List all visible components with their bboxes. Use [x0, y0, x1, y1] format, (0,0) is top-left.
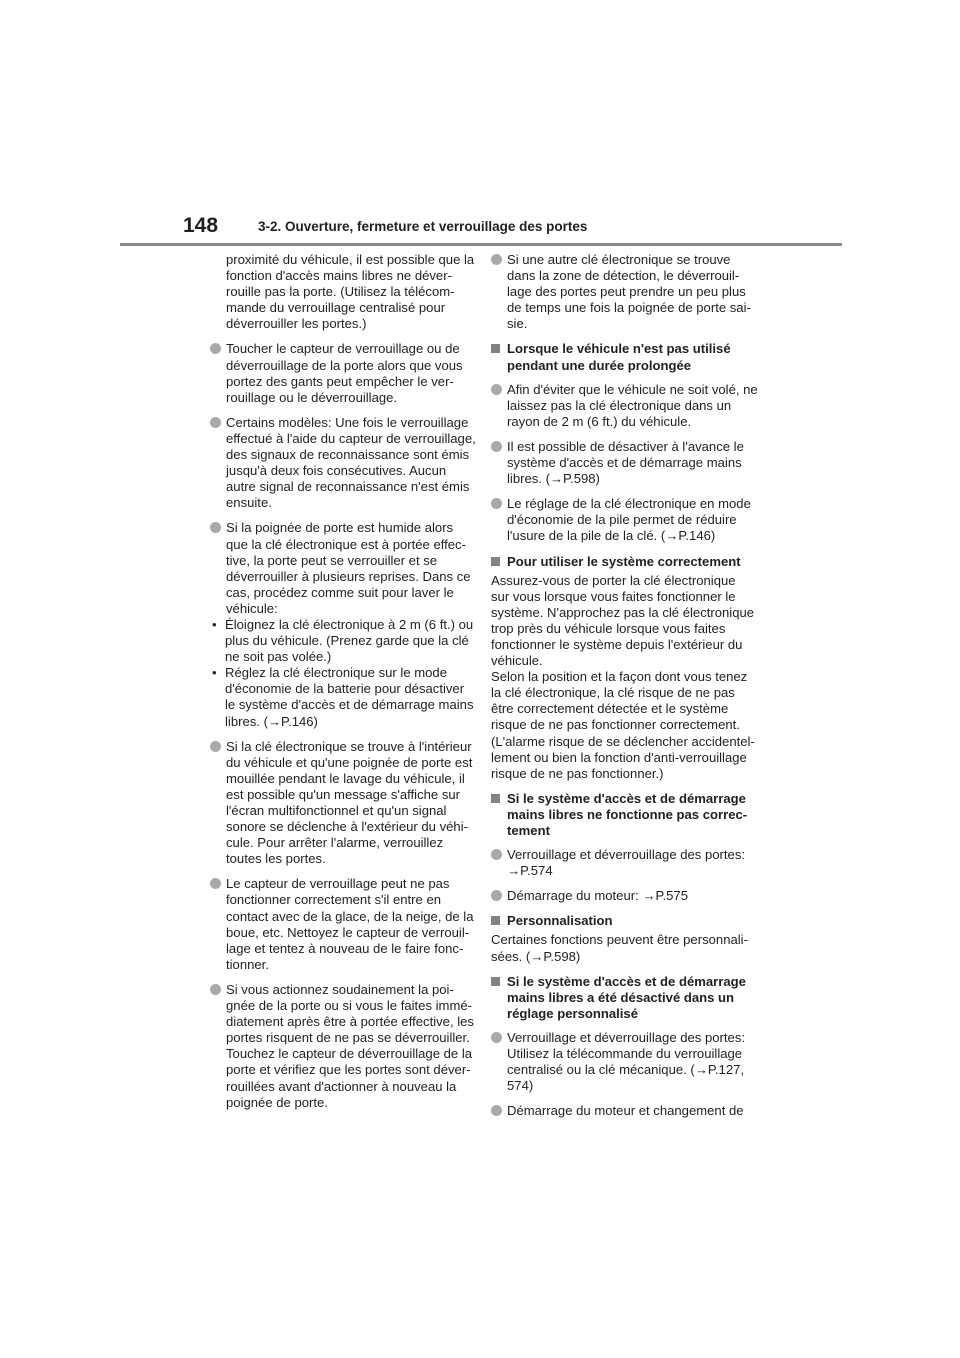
- text-line: mouillée pendant le lavage du véhicule, il: [226, 770, 465, 786]
- bullet-dot-icon: [491, 254, 502, 265]
- left-column: [210, 252, 476, 1120]
- text-line: rayon de 2 m (6 ft.) du véhicule.: [507, 413, 692, 429]
- text-line: fonctionner le système depuis l'extérieur du: [491, 636, 743, 652]
- bullet-dot-icon: [491, 441, 502, 452]
- bullet-item: [491, 1030, 759, 1094]
- text-line: lement ou bien la fonction d'anti-verrouillage: [491, 749, 747, 765]
- text-line: dans la zone de détection, le déverrouil-: [507, 268, 740, 284]
- heading-text: [507, 913, 759, 929]
- text-line: centralisé ou la clé mécanique. (→P.127,: [507, 1062, 745, 1078]
- bullet-item: [210, 982, 472, 1111]
- text-line: d'économie de la pile permet de réduire: [507, 512, 737, 528]
- bullet-item: [491, 1103, 759, 1119]
- text-line: Si une autre clé électronique se trouve: [507, 252, 731, 267]
- bullet-text: [226, 739, 472, 868]
- text-line: Afin d'éviter que le véhicule ne soit volé, ne: [507, 381, 758, 397]
- text-line: Lorsque le véhicule n'est pas utilisé: [507, 341, 731, 357]
- text-line: tive, la porte peut se verrouiller et se: [226, 552, 438, 568]
- section-heading: [491, 554, 759, 570]
- bullet-item: [210, 520, 472, 729]
- text-line: tement: [507, 823, 550, 838]
- sub-item-text: [225, 617, 472, 665]
- bullet-item: [210, 341, 472, 405]
- text-line: Verrouillage et déverrouillage des portes:: [507, 1029, 746, 1045]
- text-line: Assurez-vous de porter la clé électronique: [491, 572, 736, 588]
- text-line: des signaux de reconnaissance sont émis: [226, 447, 470, 463]
- sub-item-text: [225, 665, 472, 729]
- text-line: d'économie de la batterie pour désactiver: [225, 681, 465, 697]
- text-line: être correctement détectée et le système: [491, 701, 729, 717]
- text-line: fonction d'accès mains libres ne déver-: [226, 268, 452, 284]
- section-heading: [491, 791, 759, 839]
- text-line: rouille pas la porte. (Utilisez la télécom-: [226, 284, 455, 300]
- bullet-dot-icon: [210, 878, 221, 889]
- text-line: mains libres ne fonctionne pas correc-: [507, 806, 748, 822]
- bullet-dot-icon: [491, 1105, 502, 1116]
- text-line: ensuite.: [226, 495, 272, 511]
- text-line: Éloignez la clé électronique à 2 m (6 ft.) ou: [225, 616, 474, 632]
- text-line: déverrouillage de la porte alors que vous: [226, 357, 463, 373]
- text-line: tionner.: [226, 956, 269, 972]
- bullet-text: [226, 876, 472, 973]
- text-line: autre signal de reconnaissance n'est émis: [226, 479, 470, 495]
- text-line: Démarrage du moteur et changement de: [507, 1103, 744, 1119]
- text-line: lage et tentez à nouveau de le faire fonc-: [226, 940, 464, 956]
- bullet-dot-icon: [491, 498, 502, 509]
- bullet-text: [507, 888, 759, 904]
- text-line: sur vous lorsque vous faites fonctionner le: [491, 588, 736, 604]
- sub-item: [210, 665, 472, 729]
- text-line: Certaines fonctions peuvent être personnali-: [491, 932, 748, 948]
- text-line: libres. (→P.146): [225, 713, 318, 729]
- text-line: rouillage ou le déverrouillage.: [226, 389, 398, 405]
- text-line: boue, etc. Nettoyez le capteur de verrouil-: [226, 924, 470, 940]
- text-line: gnée de la porte ou si vous le faites immé-: [226, 998, 473, 1014]
- text-line: Toucher le capteur de verrouillage ou de: [226, 341, 460, 357]
- text-line: cas, procédez comme suit pour laver le: [226, 584, 454, 600]
- section-heading: [491, 341, 759, 373]
- text-line: Certains modèles: Une fois le verrouillage: [226, 414, 469, 430]
- body-paragraph: [491, 932, 759, 964]
- text-line: risque de ne pas fonctionner.): [491, 765, 664, 781]
- text-line: plus du véhicule. (Prenez garde que la clé: [225, 633, 469, 649]
- body-paragraph: [491, 573, 759, 782]
- bullet-item: [210, 876, 472, 973]
- bullet-dot-icon: [491, 1032, 502, 1043]
- bullet-dot-icon: [491, 890, 502, 901]
- sub-bullet-icon: •: [212, 665, 217, 681]
- bullet-dot-icon: [491, 384, 502, 395]
- text-line: Réglez la clé électronique sur le mode: [225, 665, 447, 681]
- text-line: véhicule:: [226, 600, 278, 616]
- bullet-text: [507, 496, 759, 544]
- square-marker-icon: [491, 557, 500, 566]
- text-line: Si la clé électronique se trouve à l'intérieur: [226, 738, 472, 754]
- bullet-item: [491, 252, 759, 332]
- text-line: pendant une durée prolongée: [507, 357, 692, 373]
- sub-bullet-icon: •: [212, 616, 217, 632]
- text-line: système. N'approchez pas la clé électronique: [491, 604, 755, 620]
- section-heading: [491, 974, 759, 1022]
- text-line: porte et vérifiez que les portes sont déver-: [226, 1062, 471, 1078]
- text-line: cule. Pour arrêter l'alarme, verrouillez: [226, 835, 444, 851]
- text-line: déverrouiller à plusieurs reprises. Dans ce: [226, 568, 471, 584]
- text-line: Pour utiliser le système correctement: [507, 553, 741, 569]
- bullet-dot-icon: [491, 849, 502, 860]
- text-line: diatement après être à portée effective, les: [226, 1014, 474, 1030]
- right-column: [491, 252, 759, 1128]
- text-line: sie.: [507, 316, 528, 332]
- text-line: mande du verrouillage centralisé pour: [226, 300, 446, 316]
- text-line: →P.574: [507, 863, 553, 879]
- text-line: jusqu'à deux fois consécutives. Aucun: [226, 463, 447, 479]
- text-line: proximité du véhicule, il est possible que la: [226, 252, 475, 267]
- text-line: laissez pas la clé électronique dans un: [507, 397, 732, 413]
- bullet-text: [507, 847, 759, 879]
- bullet-text: [507, 1103, 759, 1119]
- text-line: toutes les portes.: [226, 851, 326, 867]
- text-line: (L'alarme risque de se déclencher accidentel-: [491, 733, 755, 749]
- text-line: Le capteur de verrouillage peut ne pas: [226, 876, 450, 892]
- text-line: réglage personnalisé: [507, 1005, 638, 1021]
- text-line: l'usure de la pile de la clé. (→P.146): [507, 528, 716, 544]
- heading-text: [507, 554, 759, 570]
- text-line: Selon la position et la façon dont vous tenez: [491, 669, 748, 685]
- section-heading: [491, 913, 759, 929]
- text-line: Si le système d'accès et de démarrage: [507, 790, 746, 806]
- text-line: libres. (→P.598): [507, 471, 600, 487]
- bullet-item: [491, 496, 759, 544]
- bullet-dot-icon: [210, 343, 221, 354]
- page-header: [0, 0, 960, 250]
- heading-text: [507, 341, 759, 373]
- text-line: Utilisez la télécommande du verrouillage: [507, 1046, 743, 1062]
- text-line: Démarrage du moteur: →P.575: [507, 888, 688, 904]
- text-line: Si la poignée de porte est humide alors: [226, 520, 454, 536]
- text-line: est possible qu'un message s'affiche sur: [226, 786, 461, 802]
- bullet-item: [491, 382, 759, 430]
- text-line: trop près du véhicule lorsque vous faites: [491, 620, 726, 636]
- bullet-item: [491, 847, 759, 879]
- text-line: contact avec de la glace, de la neige, de la: [226, 908, 474, 924]
- text-line: Si vous actionnez soudainement la poi-: [226, 981, 454, 997]
- bullet-item: [491, 888, 759, 904]
- bullet-text: [507, 1030, 759, 1094]
- text-line: système d'accès et de démarrage mains: [507, 455, 742, 471]
- text-line: ne soit pas volée.): [225, 649, 332, 665]
- bullet-item: [210, 739, 472, 868]
- text-line: risque de ne pas fonctionner correctement.: [491, 717, 740, 733]
- text-line: effectué à l'aide du capteur de verrouillage,: [226, 430, 476, 446]
- square-marker-icon: [491, 794, 500, 803]
- square-marker-icon: [491, 916, 500, 925]
- text-line: Le réglage de la clé électronique en mode: [507, 496, 751, 512]
- header-rule: [120, 243, 842, 246]
- text-line: le système d'accès et de démarrage mains: [225, 697, 474, 713]
- text-line: sées. (→P.598): [491, 948, 581, 964]
- bullet-text: [226, 341, 472, 405]
- text-line: poignée de porte.: [226, 1094, 328, 1110]
- text-line: Personnalisation: [507, 913, 613, 929]
- square-marker-icon: [491, 977, 500, 986]
- bullet-text: [226, 982, 472, 1111]
- text-line: de temps une fois la poignée de porte sai-: [507, 300, 751, 316]
- text-line: Si le système d'accès et de démarrage: [507, 973, 746, 989]
- text-line: mains libres a été désactivé dans un: [507, 989, 735, 1005]
- bullet-dot-icon: [210, 984, 221, 995]
- text-line: sonore se déclenche à l'extérieur du véhi-: [226, 819, 468, 835]
- text-line: fonctionner correctement s'il entre en: [226, 892, 442, 908]
- bullet-text: [507, 439, 759, 487]
- continued-paragraph: [210, 252, 475, 332]
- text-line: Il est possible de désactiver à l'avance le: [507, 438, 744, 454]
- heading-text: [507, 791, 759, 839]
- text-line: du véhicule et qu'une poignée de porte est: [226, 754, 473, 770]
- bullet-text: [507, 382, 759, 430]
- text-line: lage des portes peut prendre un peu plus: [507, 284, 746, 300]
- bullet-dot-icon: [210, 522, 221, 533]
- text-line: 574): [507, 1078, 534, 1094]
- bullet-dot-icon: [210, 417, 221, 428]
- bullet-text: [226, 414, 476, 512]
- text-line: portez des gants peut empêcher le ver-: [226, 373, 454, 389]
- text-line: l'écran multifonctionnel et qu'un signal: [226, 803, 447, 818]
- page-number: 148: [183, 214, 219, 237]
- square-marker-icon: [491, 344, 500, 353]
- bullet-text: [507, 252, 759, 332]
- text-line: rouillées avant d'actionner à nouveau la: [226, 1078, 457, 1094]
- bullet-item: [210, 414, 476, 512]
- heading-text: [507, 974, 759, 1022]
- text-line: portes risquent de ne pas se déverrouiller.: [226, 1030, 470, 1046]
- bullet-dot-icon: [210, 741, 221, 752]
- text-line: véhicule.: [491, 653, 543, 669]
- section-title: 3-2. Ouverture, fermeture et verrouillage des portes: [258, 219, 588, 234]
- bullet-item: [491, 439, 759, 487]
- text-line: déverrouiller les portes.): [226, 316, 367, 332]
- text-line: que la clé électronique est à portée effec-: [226, 536, 466, 552]
- text-line: Touchez le capteur de déverrouillage de la: [226, 1046, 473, 1062]
- bullet-text: [226, 520, 472, 617]
- sub-item: [210, 617, 472, 665]
- text-line: la clé électronique, la clé risque de ne pas: [491, 685, 735, 701]
- text-line: Verrouillage et déverrouillage des portes:: [507, 847, 746, 863]
